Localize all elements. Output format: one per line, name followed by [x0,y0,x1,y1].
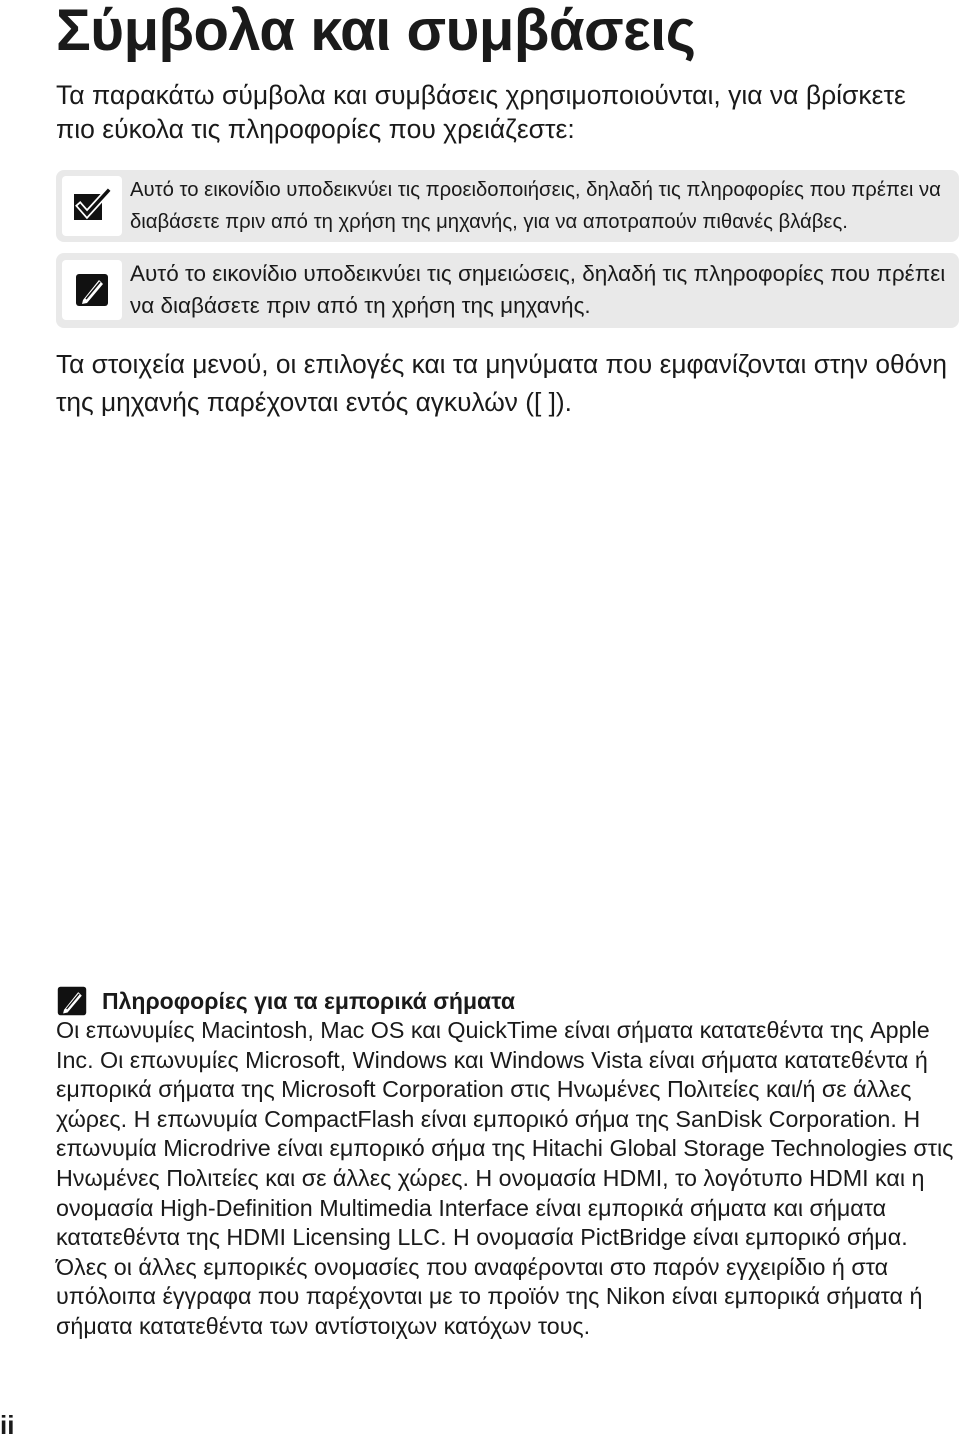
trademark-heading-row [56,984,515,1018]
note-pencil-icon [56,985,88,1017]
warning-callout [56,170,959,242]
page-number: ii [0,1410,15,1440]
note-pencil-icon [62,260,122,320]
page-title: Σύμβολα και συμβάσεις [56,0,696,63]
trademark-body: Οι επωνυμίες Macintosh, Mac OS και QuickTime είναι σήματα κατατεθέντα της Apple Inc. Οι επωνυμίες Microsoft, Windows και Windows Vista είναι σήματα κατατεθέντα ή εμπορικά σήματα της Microsoft Corporation στις Ηνωμένες Πολιτείες και/ή σε άλλες χώρες. Η επωνυμία CompactFlash είναι εμπορικό σήμα της SanDisk Corporation. Η επωνυμία Microdrive είναι εμπορικό σήμα της Hitachi Global Storage Technologies στις Ηνωμένες Πολιτείες και σε άλλες χώρες. Η ονομασία HDMI, το λογότυπο HDMI και η ονομασία High-Definition Multimedia Interface είναι εμπορικά σήματα και σήματα κατατεθέντα της HDMI Licensing LLC. Η ονομασία PictBridge είναι εμπορικό σήμα. Όλες οι άλλες εμπορικές ονομασίες που αναφέρονται στο παρόν εγχειρίδιο ή στα υπόλοιπα έγγραφα που παρέχονται με το προϊόν της Nikon είναι εμπορικά σήματα ή σήματα κατατεθέντα των αντίστοιχων κατόχων τους. [56,1017,954,1339]
menu-conventions-paragraph: Τα στοιχεία μενού, οι επιλογές και τα μηνύματα που εμφανίζονται στην οθόνη της μηχανής παρέχονται εντός αγκυλών ([ ]). [56,349,948,417]
intro-paragraph: Τα παρακάτω σύμβολα και συμβάσεις χρησιμοποιούνται, για να βρίσκετε πιο εύκολα τις πληροφορίες που χρειάζεστε: [56,80,906,144]
warning-check-icon [62,176,122,236]
note-callout-text: Αυτό το εικονίδιο υποδεικνύει τις σημειώσεις, δηλαδή τις πληροφορίες που πρέπει να διαβάσετε πριν από τη χρήση της μηχανής. [130,261,946,318]
note-callout [56,253,959,328]
warning-callout-text: Αυτό το εικονίδιο υποδεικνύει τις προειδοποιήσεις, δηλαδή τις πληροφορίες που πρέπει να διαβάσετε πριν από τη χρήση της μηχανής, για να αποτραπούν πιθανές βλάβες. [130,179,941,233]
trademark-heading: Πληροφορίες για τα εμπορικά σήματα [102,987,515,1014]
